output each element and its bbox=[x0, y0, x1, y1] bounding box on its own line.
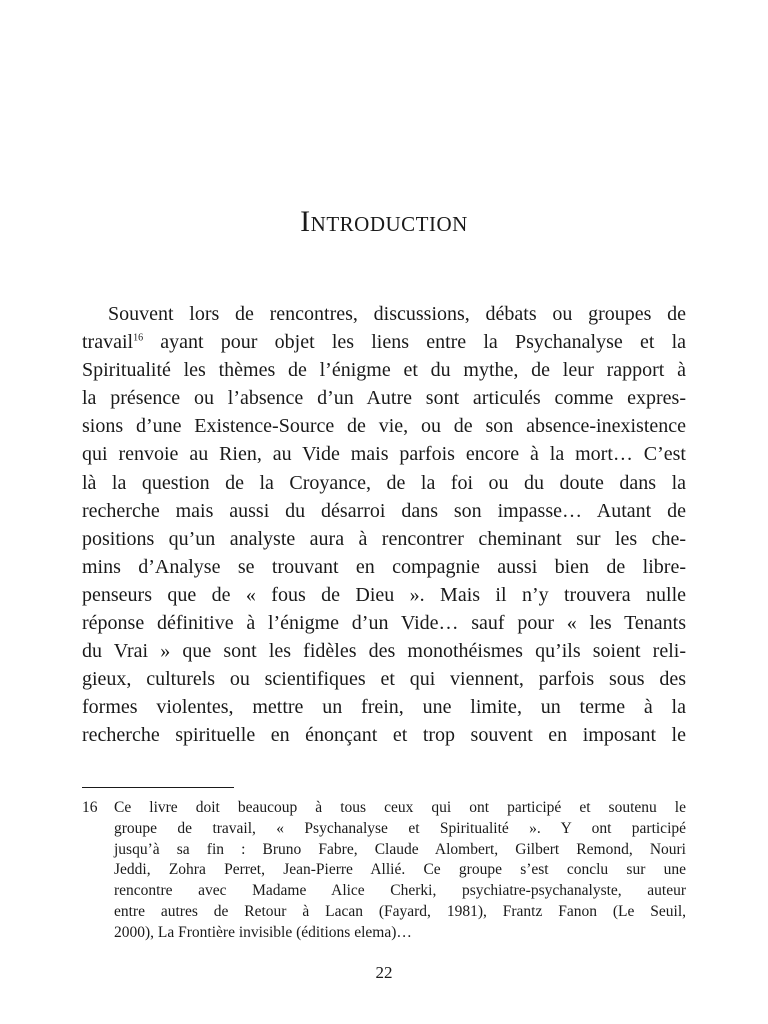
body-line: la présence ou l’absence d’un Autre sont articulés comme expres- bbox=[82, 387, 686, 410]
footnote-line: jusqu’à sa fin : Bruno Fabre, Claude Alombert, Gilbert Remond, Nouri bbox=[114, 840, 686, 858]
body-line: Souvent lors de rencontres, discussions, débats ou groupes de bbox=[108, 303, 686, 325]
body-line: sions d’une Existence-Source de vie, ou de son absence-inexistence bbox=[82, 415, 686, 438]
chapter-title: Introduction bbox=[300, 205, 468, 238]
body-line: qui renvoie au Rien, au Vide mais parfois encore à la mort… C’est bbox=[82, 443, 686, 466]
body-line: gieux, culturels ou scientifiques et qui viennent, parfois sous des bbox=[82, 668, 686, 691]
page-number: 22 bbox=[375, 963, 393, 982]
body-line: Spiritualité les thèmes de l’énigme et du mythe, de leur rapport à bbox=[82, 359, 686, 382]
footnote-line: Ce livre doit beaucoup à tous ceux qui ont participé et soutenu le bbox=[114, 799, 686, 816]
body-line: positions qu’un analyste aura à rencontrer cheminant sur les che- bbox=[82, 527, 686, 550]
body-line: du Vrai » que sont les fidèles des monothéismes qu’ils soient reli- bbox=[82, 640, 686, 663]
body-paragraph bbox=[82, 300, 686, 750]
body-line: réponse définitive à l’énigme d’un Vide… sauf pour « les Tenants bbox=[82, 612, 686, 635]
footnote-line: rencontre avec Madame Alice Cherki, psychiatre-psychanalyste, auteur bbox=[114, 882, 686, 900]
footnote-divider bbox=[82, 787, 234, 788]
footnote-text bbox=[114, 798, 686, 944]
body-line: mins d’Analyse se trouvant en compagnie aussi bien de libre- bbox=[82, 555, 686, 578]
footnote-line: groupe de travail, « Psychanalyse et Spiritualité ». Y ont participé bbox=[114, 819, 686, 837]
body-line: là la question de la Croyance, de la foi ou du doute dans la bbox=[82, 471, 686, 494]
body-line: formes violentes, mettre un frein, une limite, un terme à la bbox=[82, 696, 686, 719]
footnote bbox=[82, 798, 686, 944]
footnote-reference[interactable]: 16 bbox=[133, 332, 144, 344]
body-line: recherche spirituelle en énonçant et trop souvent en imposant le bbox=[82, 724, 686, 747]
footnote-line: Jeddi, Zohra Perret, Jean-Pierre Allié. Ce groupe s’est conclu sur une bbox=[114, 861, 686, 879]
body-line: recherche mais aussi du désarroi dans son impasse… Autant de bbox=[82, 499, 686, 522]
footnote-line: 2000), La Frontière invisible (éditions elema)… bbox=[114, 923, 412, 941]
body-line: travail$^{16}$ ayant pour objet les liens entre la Psychanalyse et la bbox=[82, 331, 687, 354]
footnote-number: 16 bbox=[82, 799, 98, 816]
body-line: penseurs que de « fous de Dieu ». Mais il n’y trouvera nulle bbox=[82, 583, 686, 606]
footnote-line: entre autres de Retour à Lacan (Fayard, 1981), Frantz Fanon (Le Seuil, bbox=[114, 902, 686, 920]
